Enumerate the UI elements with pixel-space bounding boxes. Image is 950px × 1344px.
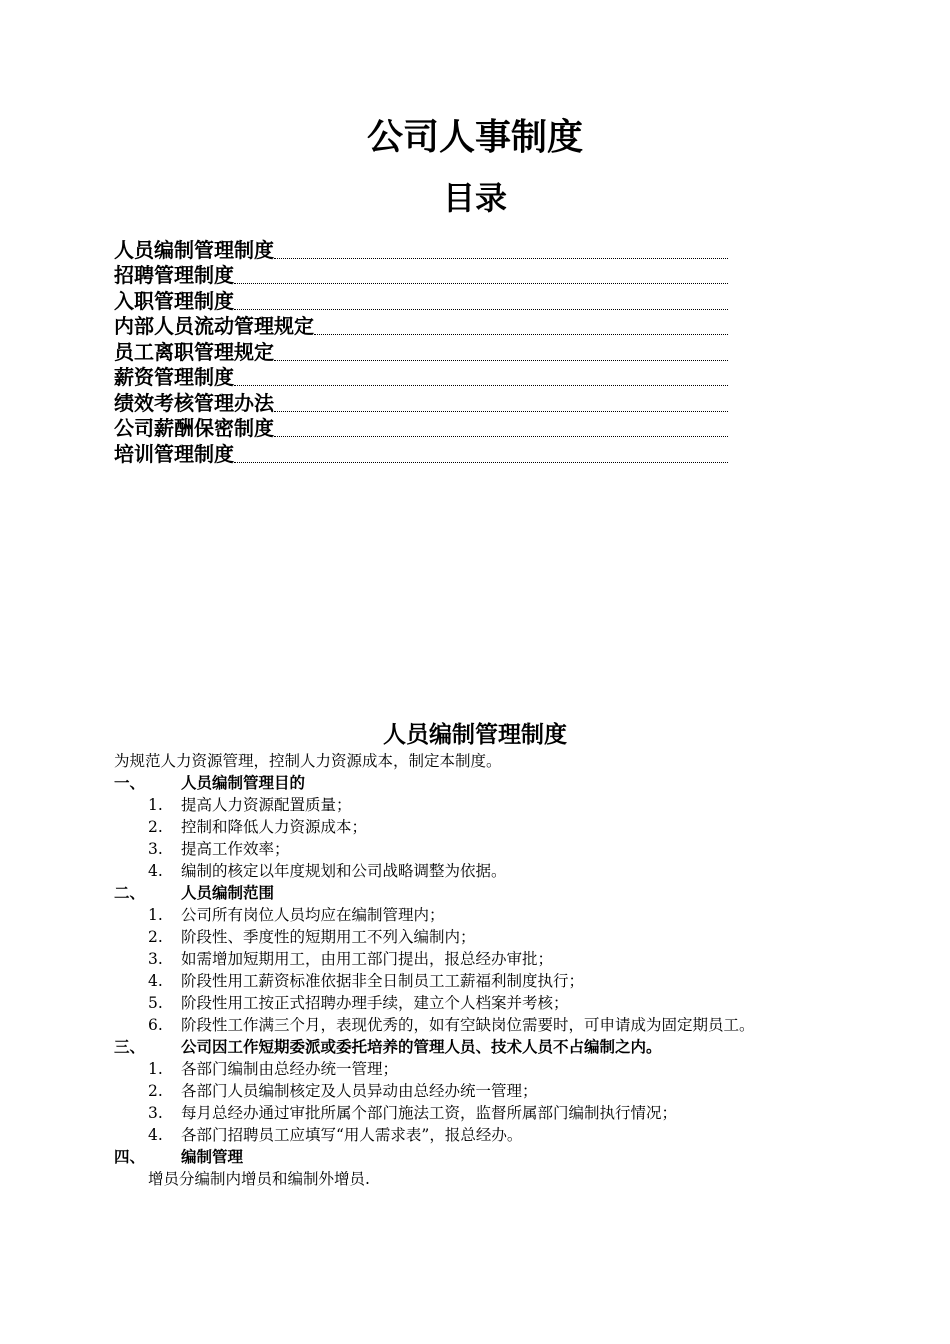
- toc-entry-label: 公司薪酬保密制度: [114, 416, 274, 440]
- list-item: [114, 816, 844, 838]
- toc-leader: [234, 461, 728, 463]
- toc-leader: [234, 384, 728, 386]
- toc-entry[interactable]: [114, 262, 728, 288]
- part-heading-text: 公司因工作短期委派或委托培养的管理人员、技术人员不占编制之内。: [181, 1038, 662, 1056]
- list-item-number: 1.: [148, 1060, 163, 1078]
- toc-leader: [274, 435, 728, 437]
- list-item-text: 如需增加短期用工，由用工部门提出，报总经办审批；: [181, 950, 554, 968]
- list-item: [114, 1124, 844, 1146]
- toc-entry-label: 培训管理制度: [114, 441, 234, 466]
- list-item: [114, 948, 844, 970]
- part-number: 一、: [114, 774, 146, 792]
- toc-entry-label: 薪资管理制度: [114, 365, 234, 389]
- toc-entry[interactable]: [114, 236, 728, 262]
- toc-entry[interactable]: [114, 313, 728, 339]
- toc-leader: [314, 333, 728, 335]
- toc-entry-label: 招聘管理制度: [114, 263, 234, 287]
- toc-entry[interactable]: [114, 389, 728, 415]
- list-item-text: 公司所有岗位人员均应在编制管理内；: [181, 906, 445, 924]
- list-item-number: 1.: [148, 906, 163, 924]
- toc-leader: [274, 410, 728, 412]
- toc-entry-label: 绩效考核管理办法: [114, 390, 274, 415]
- list-item-number: 4.: [148, 1126, 163, 1144]
- toc-entry[interactable]: [114, 364, 728, 390]
- list-item: [114, 926, 844, 948]
- toc-leader: [274, 359, 728, 361]
- list-item-text: 阶段性用工薪资标准依据非全日制员工工薪福利制度执行；: [181, 972, 585, 990]
- part-number: 二、: [114, 884, 146, 902]
- toc-entry-label: 内部人员流动管理规定: [114, 314, 314, 338]
- part-number: 三、: [114, 1038, 146, 1056]
- list-item: [114, 1080, 844, 1102]
- section-body: [114, 750, 844, 1190]
- list-item: [114, 794, 844, 816]
- section-title: 人员编制管理制度: [383, 722, 567, 748]
- part-heading: [114, 882, 844, 904]
- document-title: 公司人事制度: [366, 117, 583, 158]
- list-item: [114, 904, 844, 926]
- list-item-text: 阶段性用工按正式招聘办理手续，建立个人档案并考核；: [181, 994, 569, 1012]
- toc-entry-label: 员工离职管理规定: [114, 339, 274, 364]
- part-heading-text: 编制管理: [181, 1148, 244, 1166]
- list-item: [114, 860, 844, 882]
- toc-entry[interactable]: [114, 287, 728, 313]
- list-item-number: 1.: [148, 796, 163, 814]
- list-item-text: 各部门编制由总经办统一管理；: [181, 1060, 399, 1078]
- part-heading: [114, 1036, 844, 1058]
- list-item: [114, 838, 844, 860]
- list-item-text: 每月总经办通过审批所属个部门施法工资，监督所属部门编制执行情况；: [181, 1104, 678, 1122]
- list-item-text: 编制的核定以年度规划和公司战略调整为依据。: [181, 862, 507, 880]
- list-item-text: 阶段性、季度性的短期用工不列入编制内；: [181, 928, 476, 946]
- list-item-number: 3.: [148, 1104, 163, 1122]
- toc-entry[interactable]: [114, 338, 728, 364]
- list-item-text: 各部门招聘员工应填写“用人需求表”，报总经办。: [181, 1126, 523, 1144]
- list-item-number: 3.: [148, 950, 163, 968]
- list-item-text: 控制和降低人力资源成本；: [181, 818, 368, 836]
- list-item-text: 阶段性工作满三个月，表现优秀的，如有空缺岗位需要时，可申请成为固定期员工。: [181, 1016, 755, 1034]
- toc-entry[interactable]: [114, 415, 728, 441]
- section-intro: 为规范人力资源管理，控制人力资源成本，制定本制度。: [114, 752, 502, 770]
- list-item-number: 4.: [148, 862, 163, 880]
- part-number: 四、: [114, 1148, 146, 1166]
- list-item: [114, 1014, 844, 1036]
- toc-leader: [234, 308, 728, 310]
- toc-title: 目录: [442, 179, 507, 217]
- part-heading: [114, 1146, 844, 1168]
- table-of-contents: [114, 236, 728, 466]
- list-item: [114, 970, 844, 992]
- list-item-number: 2.: [148, 1082, 163, 1100]
- list-item-number: 2.: [148, 818, 163, 836]
- toc-leader: [234, 282, 728, 284]
- toc-leader: [274, 257, 728, 259]
- closing-text: 增员分编制内增员和编制外增员.: [148, 1170, 370, 1188]
- part-heading: [114, 772, 844, 794]
- list-item-number: 5.: [148, 994, 163, 1012]
- list-item-text: 提高工作效率；: [181, 840, 290, 858]
- toc-entry-label: 人员编制管理制度: [114, 237, 274, 262]
- list-item-number: 4.: [148, 972, 163, 990]
- list-item-number: 3.: [148, 840, 163, 858]
- list-item-number: 6.: [148, 1016, 163, 1034]
- list-item: [114, 1102, 844, 1124]
- toc-entry-label: 入职管理制度: [114, 288, 234, 313]
- part-heading-text: 人员编制范围: [181, 884, 275, 902]
- list-item: [114, 992, 844, 1014]
- list-item-text: 提高人力资源配置质量；: [181, 796, 352, 814]
- list-item: [114, 1058, 844, 1080]
- part-heading-text: 人员编制管理目的: [181, 774, 306, 792]
- list-item-text: 各部门人员编制核定及人员异动由总经办统一管理；: [181, 1082, 538, 1100]
- toc-entry[interactable]: [114, 440, 728, 466]
- list-item-number: 2.: [148, 928, 163, 946]
